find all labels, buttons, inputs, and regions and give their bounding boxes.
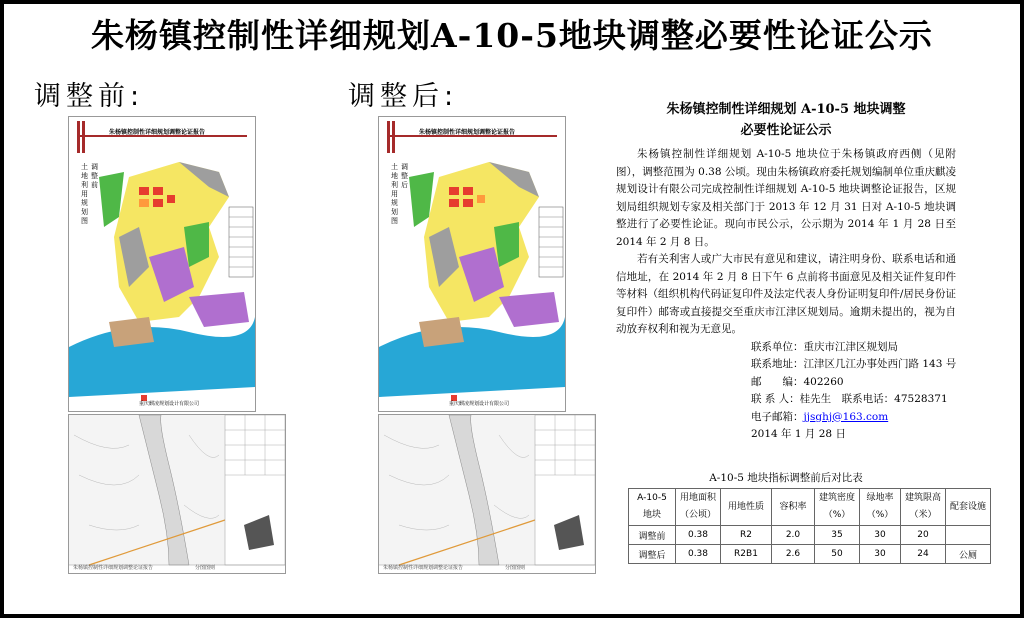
map-vertical-label-type: 土地利用规划图 [391, 163, 398, 225]
land-use-map-after[interactable] [378, 116, 566, 412]
table-cell: 24 [901, 545, 946, 564]
table-title: A-10-5 地块指标调整前后对比表 [709, 472, 863, 484]
label-before: 调整前: [34, 81, 145, 112]
table-header-row [629, 489, 991, 526]
table-cell: 0.38 [676, 526, 721, 545]
table-header: 配套设施 [946, 489, 991, 526]
page-title: 朱杨镇控制性详细规划A-10-5地块调整必要性论证公示 [91, 16, 933, 55]
comparison-table [628, 488, 991, 564]
notice-paragraph-1: 朱杨镇控制性详细规划 A-10-5 地块位于朱杨镇政府西侧（见附图），调整范围为 0.38 公顷。现由朱杨镇政府委托规划编制单位重庆麒凌规划设计有限公司完成控制性详细规划 A-10-5 地块调整论证报告，区规划局组织规划专家及相关部门于 2013 年 12 月 31 日对 A-10-5 地块调整进行了必要性论证。现向市民公示，公示期为 2014 年 1 月 28 日至 2014 年 2 月 8 日。 [616, 148, 956, 248]
map-header: 朱杨镇控制性详细规划调整论证报告 [419, 129, 516, 136]
postcode: 邮 编：402260 [751, 375, 844, 388]
table-row [629, 526, 991, 545]
table-cell: R2B1 [721, 545, 772, 564]
detail-drawing-before[interactable] [68, 414, 286, 574]
table-cell: 0.38 [676, 545, 721, 564]
email-row [616, 409, 956, 427]
drawing-footer: 朱杨镇控制性详细规划调整论证报告 [73, 565, 154, 571]
map-vertical-label-stage: 调整后 [401, 163, 408, 189]
table-row [629, 545, 991, 564]
table-cell: 20 [901, 526, 946, 545]
notice-title-line2: 必要性论证公示 [740, 123, 832, 138]
map-footer: 重庆麒凌规划设计有限公司 [139, 401, 200, 407]
email-link[interactable]: jjsghj@163.com [803, 410, 889, 423]
table-cell: 2.0 [772, 526, 815, 545]
map-vertical-label-type: 土地利用规划图 [81, 163, 88, 225]
table-cell: 调整前 [629, 526, 676, 545]
notice-text [616, 100, 956, 444]
email-label: 电子邮箱： [751, 410, 804, 423]
land-use-map-before-graphic [69, 117, 255, 411]
detail-drawing-before-graphic [69, 415, 285, 573]
drawing-footer-right: 分图图则 [194, 565, 215, 571]
table-cell: 30 [860, 545, 901, 564]
label-after: 调整后: [348, 81, 459, 112]
land-use-map-before[interactable] [68, 116, 256, 412]
detail-drawing-after-graphic [379, 415, 595, 573]
detail-drawing-after[interactable] [378, 414, 596, 574]
notice-title-line1: 朱杨镇控制性详细规划 A-10-5 地块调整 [666, 102, 906, 117]
drawing-footer: 朱杨镇控制性详细规划调整论证报告 [383, 565, 464, 571]
contact-person: 联 系 人：桂先生 联系电话：47528371 [751, 393, 948, 405]
table-cell: 公厕 [946, 545, 991, 564]
drawing-footer-right: 分图图则 [504, 565, 525, 571]
map-header: 朱杨镇控制性详细规划调整论证报告 [109, 129, 206, 136]
table-header: 容积率 [772, 489, 815, 526]
table-cell: 30 [860, 526, 901, 545]
table-cell: 35 [815, 526, 860, 545]
notice-date: 2014 年 1 月 28 日 [751, 428, 846, 440]
table-cell: 调整后 [629, 545, 676, 564]
table-header: 用地面积 （公顷） [676, 489, 721, 526]
table-header: 建筑限高 （米） [901, 489, 946, 526]
table-header: 用地性质 [721, 489, 772, 526]
table-header: A-10-5 地块 [629, 489, 676, 526]
contact-unit: 联系单位：重庆市江津区规划局 [751, 340, 898, 353]
table-cell: 2.6 [772, 545, 815, 564]
notice-paragraph-2: 若有关利害人或广大市民有意见和建议，请注明身份、联系电话和通信地址，在 2014 年 2 月 8 日下午 6 点前将书面意见及相关证件复印件等材料（组织机构代码证复印件及法定代表人身份证明复印件/居民身份证复印件）邮寄或直接提交至重庆市江津区规划局。逾期未提出的，视为自动放弃权利和视为无意见。 [616, 253, 956, 335]
map-vertical-label-stage: 调整前 [91, 163, 98, 189]
table-cell: R2 [721, 526, 772, 545]
table-header: 建筑密度 （%） [815, 489, 860, 526]
table-cell: 50 [815, 545, 860, 564]
land-use-map-after-graphic [379, 117, 565, 411]
contact-address: 联系地址：江津区几江办事处西门路 143 号 [751, 358, 957, 370]
notice-board [4, 4, 1020, 614]
table-cell [946, 526, 991, 545]
map-footer: 重庆麒凌规划设计有限公司 [449, 401, 510, 407]
table-header: 绿地率 （%） [860, 489, 901, 526]
